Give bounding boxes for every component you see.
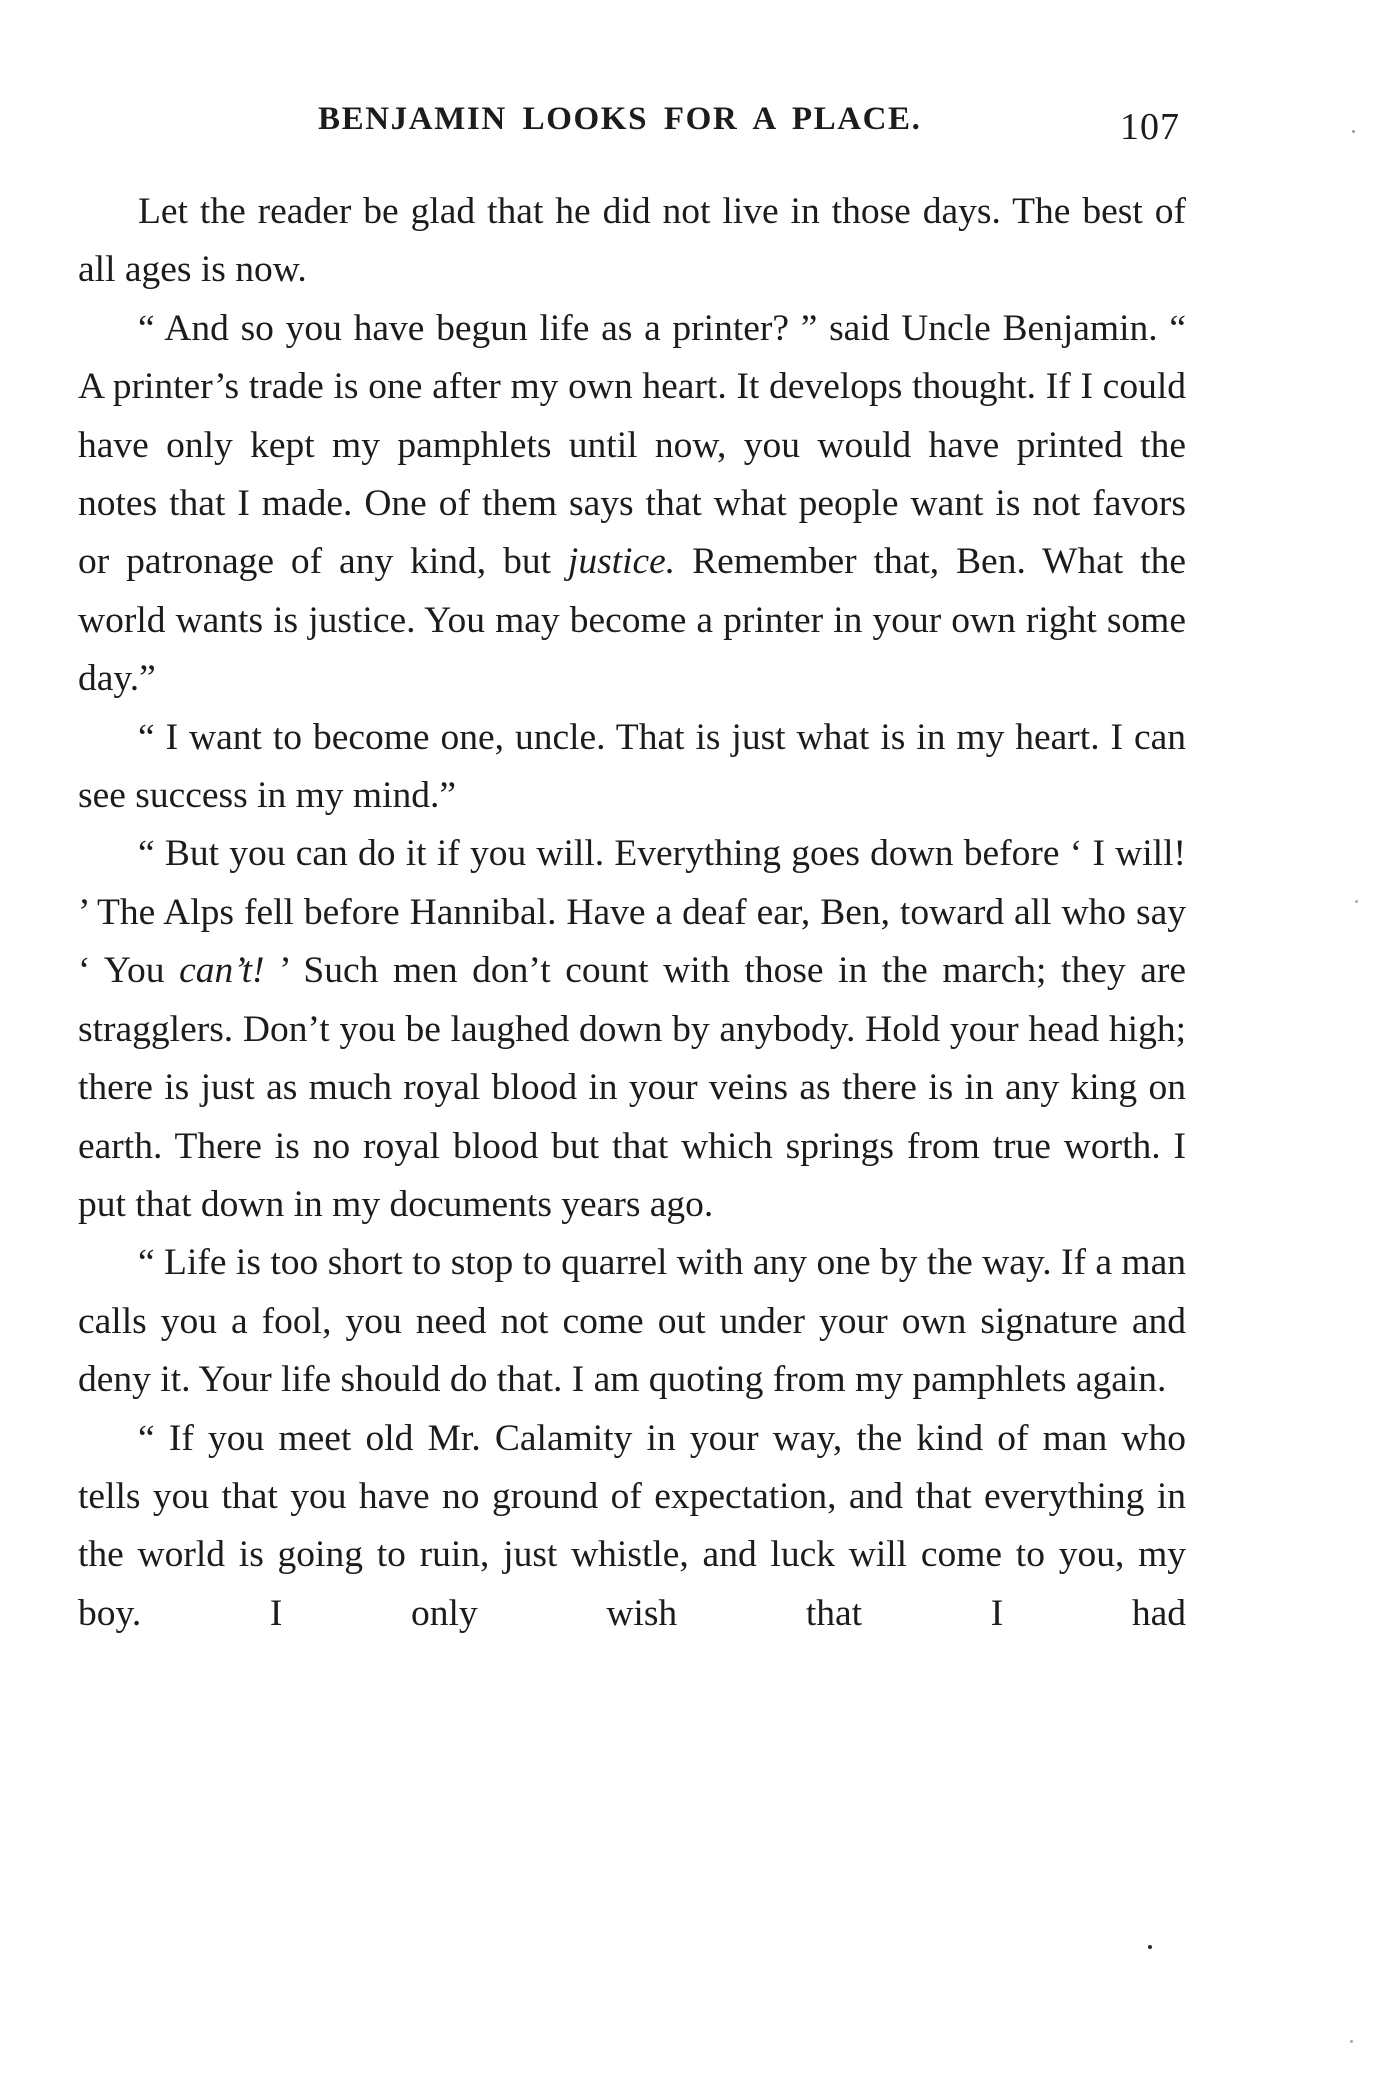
page-body: [78, 183, 1186, 1643]
paragraph-2-text-end: Remember that, Ben. What the world wants is justice. You may become a printer in your own right some day.”: [78, 541, 1186, 700]
print-speck: [1148, 1945, 1152, 1949]
paragraph-2: [78, 300, 1186, 709]
running-title: BENJAMIN LOOKS FOR A PLACE.: [318, 101, 922, 137]
paragraph-1: [78, 183, 1186, 300]
paragraph-4-text-start: “ But you can do it if you will. Everything goes down before ‘ I will! ’ The Alps fell before Hannibal. Have a deaf ear, Ben, toward all who say ‘ You: [78, 833, 1186, 992]
italic-emphasis: can’t!: [179, 950, 265, 992]
paragraph-3-text: “ I want to become one, uncle. That is just what is in my heart. I can see success in my mind.”: [78, 716, 1186, 817]
print-speck: [1352, 130, 1355, 133]
print-speck: [1355, 900, 1358, 903]
print-speck: [1350, 2040, 1353, 2043]
page-number: 107: [1120, 106, 1180, 148]
paragraph-5-text: “ Life is too short to stop to quarrel with any one by the way. If a man calls you a fool, you need not come out under your own signature and deny it. Your life should do that. I am quoting from my pamphlets again.: [78, 1242, 1186, 1401]
paragraph-5: [78, 1234, 1186, 1409]
paragraph-4: [78, 825, 1186, 1234]
paragraph-3: [78, 709, 1186, 826]
paragraph-6-text: “ If you meet old Mr. Calamity in your way, the kind of man who tells you that you have no ground of expectation, and that everything in the world is going to ruin, just whistle, and luck will come to you, my boy. I only wish that I had: [78, 1417, 1186, 1634]
paragraph-6: [78, 1410, 1186, 1644]
paragraph-4-text-end: ’ Such men don’t count with those in the march; they are stragglers. Don’t you be laughed down by anybody. Hold your head high; there is just as much royal blood in your veins as there is in any king on earth. There is no royal blood but that which springs from true worth. I put that down in my documents years ago.: [78, 950, 1186, 1225]
paragraph-1-text: Let the reader be glad that he did not live in those days. The best of all ages is now.: [78, 191, 1186, 291]
paragraph-2-text-start: “ And so you have begun life as a printer? ” said Uncle Benjamin. “ A printer’s trade is one after my own heart. It develops thought. If I could have only kept my pamphlets until now, you would have printed the notes that I made. One of them says that what people want is not favors or patronage of any kind, but: [78, 307, 1186, 583]
running-head: [0, 101, 1391, 151]
italic-emphasis: justice.: [567, 541, 676, 583]
